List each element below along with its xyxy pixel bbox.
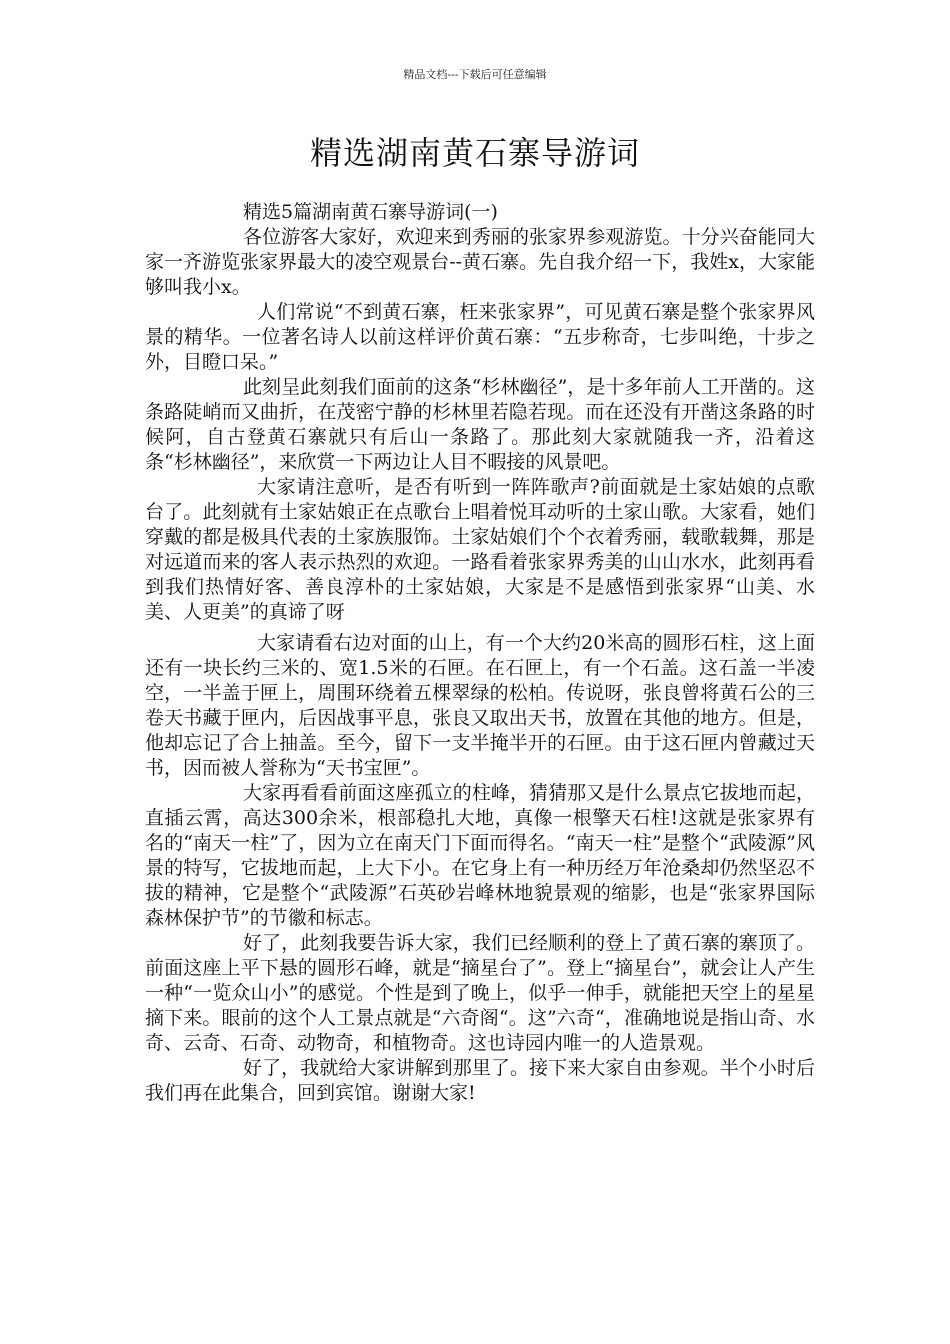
paragraph-3: 此刻呈此刻我们面前的这条“杉林幽径”，是十多年前人工开凿的。这条路陡峭而又曲折，在茂密宁静的杉林里若隐若现。而在还没有开凿这条路的时候阿，自古登黄石寨就只有后山一条路了。那此刻大家就随我一齐，沿着这条“杉林幽径”，来欣赏一下两边让人目不暇接的风景吧。 [145, 376, 815, 473]
document-title: 精选湖南黄石寨导游词 [309, 134, 640, 172]
document-body [145, 200, 815, 1106]
document-subtitle: 精选5篇湖南黄石寨导游词(一) [243, 201, 498, 223]
paragraph-8: 好了，我就给大家讲解到那里了。接下来大家自由参观。半个小时后我们再在此集合，回到宾馆。谢谢大家! [145, 1057, 815, 1104]
paragraph-1: 各位游客大家好，欢迎来到秀丽的张家界参观游览。十分兴奋能同大家一齐游览张家界最大的凌空观景台--黄石寨。先自我介绍一下，我姓x，大家能够叫我小x。 [145, 226, 815, 298]
paragraph-6: 大家再看看前面这座孤立的柱峰，猜猜那又是什么景点它拔地而起，直插云霄，高达300余米，根部稳扎大地，真像一根擎天石柱!这就是张家界有名的“南天一柱”了，因为立在南天门下面而得名。“南天一柱”是整个“武陵源”风景的特写，它拔地而起，上大下小。在它身上有一种历经万年沧桑却仍然坚忍不拔的精神，它是整个“武陵源”石英砂岩峰林地貌景观的缩影，也是“张家界国际森林保护节”的节徽和标志。 [145, 782, 815, 929]
paragraph-2: 人们常说“不到黄石寨，枉来张家界”，可见黄石寨是整个张家界风景的精华。一位著名诗人以前这样评价黄石寨：“五步称奇，七步叫绝，十步之外，目瞪口呆。” [145, 301, 815, 373]
paragraph-7: 好了，此刻我要告诉大家，我们已经顺利的登上了黄石寨的寨顶了。前面这座上平下悬的圆形石峰，就是“摘星台了”。登上“摘星台”，就会让人产生一种“一览众山小”的感觉。个性是到了晚上，似乎一伸手，就能把天空上的星星摘下来。眼前的这个人工景点就是“六奇阁“。这”六奇“，准确地说是指山奇、水奇、云奇、石奇、动物奇，和植物奇。这也诗园内唯一的人造景观。 [145, 932, 815, 1054]
paragraph-5: 大家请看右边对面的山上，有一个大约20米高的圆形石柱，这上面还有一块长约三米的、宽1.5米的石匣。在石匣上，有一个石盖。这石盖一半凌空，一半盖于匣上，周围环绕着五棵翠绿的松柏。传说呀，张良曾将黄石公的三卷天书藏于匣内，后因战事平息，张良又取出天书，放置在其他的地方。但是，他却忘记了合上抽盖。至今，留下一支半掩半开的石匣。由于这石匣内曾藏过天书，因而被人誉称为“天书宝匣”。 [145, 632, 815, 779]
header-note: 精品文档---下载后可任意编辑 [403, 68, 547, 81]
paragraph-4: 大家请注意听，是否有听到一阵阵歌声?前面就是土家姑娘的点歌台了。此刻就有土家姑娘正在点歌台上唱着悦耳动听的土家山歌。大家看，她们穿戴的都是极具代表的土家族服饰。土家姑娘们个个衣着秀丽，载歌载舞，那是对远道而来的客人表示热烈的欢迎。一路看着张家界秀美的山山水水，此刻再看到我们热情好客、善良淳朴的土家姑娘，大家是不是感悟到张家界“山美、水美、人更美”的真谛了呀 [145, 476, 815, 623]
